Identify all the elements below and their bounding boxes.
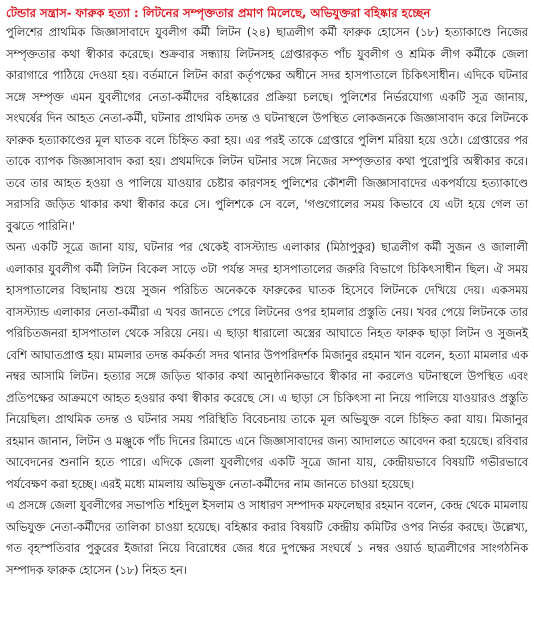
article-paragraph: পুলিশের প্রাথমিক জিজ্ঞাসাবাদে যুবলীগ কর্মী লিটন (২৪) ছাত্রলীগ কর্মী ফারুক হোসেন (১৮) হত্যাকাণ্ডে নিজের সম্পৃক্ততার কথা স্বীকার করেছে। শুক্রবার সন্ধ্যায় লিটনসহ গ্রেপ্তারকৃত পাঁচ যুবলীগ ও শ্রমিক লীগ কর্মীকে জেলা কারাগারে পাঠিয়ে দেওয়া হয়। বর্তমানে লিটন কারা কর্তৃপক্ষের অধীনে সদর হাসপাতালে চিকিৎসাধীন। এদিকে ঘটনার সঙ্গে সম্পৃক্ত এমন যুবলীগের নেতা-কর্মীদের বহিষ্কারের প্রক্রিয়া চলছে। পুলিশের নির্ভরযোগ্য একটি সূত্র জানায়, সংঘর্ষের দিন আহত নেতা-কর্মী, ঘটনার প্রাথমিক তদন্ত ও ঘটনাস্থলে উপস্থিত লোকজনকে জিজ্ঞাসাবাদ করে লিটনকে ফারুক হত্যাকাণ্ডের মূল ঘাতক বলে চিহ্নিত করা হয়। এর পরই তাকে গ্রেপ্তারে পুলিশ মরিয়া হয়ে ওঠে। গ্রেপ্তারের পর তাকে ব্যাপক জিজ্ঞাসাবাদ করা হয়। প্রথমদিকে লিটন ঘটনার সঙ্গে নিজের সম্পৃক্ততার কথা পুরোপুরি অস্বীকার করে। তবে তার আহত হওয়া ও পালিয়ে যাওয়ার চেষ্টার কারণসহ পুলিশের কৌশলী জিজ্ঞাসাবাদের একপর্যায়ে হত্যাকাণ্ডে সরাসরি জড়িত থাকার কথা স্বীকার করে সে। পুলিশকে সে বলে, 'গণ্ডগোলের সময় কিভাবে যে এটা হয়ে গেল তা বুঝতে পারিনি।' [6,26,528,233]
article-paragraph: এ প্রসঙ্গে জেলা যুবলীগের সভাপতি শহিদুল ইসলাম ও সাধারণ সম্পাদক মফলেছার রহমান বলেন, কেন্দ্র থেকে মামলায় অভিযুক্ত নেতা-কর্মীদের তালিকা চাওয়া হয়েছে। বহিষ্কার করার বিষয়টি কেন্দ্রীয় কমিটির ওপর নির্ভর করছে। উল্লেখ্য, গত বৃহস্পতিবার পুকুরের ইজারা নিয়ে বিরোধের জের ধরে দুপক্ষের সংঘর্ষে ১ নম্বর ওয়ার্ড ছাত্রলীগের সাংগঠনিক সম্পাদক ফারুক হোসেন (১৮) নিহত হন। [6,499,528,577]
article-paragraph: অন্য একটি সূত্রে জানা যায়, ঘটনার পর থেকেই বাসস্ট্যান্ড এলাকার (মিঠাপুকুর) ছাত্রলীগ কর্মী সুজন ও জালালী এলাকার যুবলীগ কর্মী লিটন বিকেল সাড়ে ৩টা পর্যন্ত সদর হাসপাতালের জরুরি বিভাগে চিকিৎসাধীন ছিল। ঐ সময় হাসপাতালের বিছানায় শুয়ে সুজন পরিচিত অনেককে ফারুকের ঘাতক হিসেবে লিটনকে দেখিয়ে দেয়। একসময় বাসস্ট্যান্ড এলাকার নেতা-কর্মীরা এ খবর জানতে পেরে লিটনের ওপর হামলার প্রস্তুতি নেয়। খবর পেয়ে লিটনকে তার পরিচিতজনরা হাসপাতাল থেকে সরিয়ে নেয়। এ ছাড়া ধারালো অস্ত্রের আঘাতে নিহত ফারুক ছাড়া লিটন ও সুজনই বেশি আঘাতপ্রাপ্ত হয়। মামলার তদন্ত কর্মকর্তা সদর থানার উপপরিদর্শক মিজানুর রহমান খান বলেন, হত্যা মামলার এক নম্বর আসামি লিটন। হত্যার সঙ্গে জড়িত থাকার কথা আনুষ্ঠানিকভাবে স্বীকার না করলেও ঘটনাস্থলে উপস্থিত এবং প্রতিপক্ষের আক্রমণে আহত হওয়ার কথা স্বীকার করেছে সে। এ ছাড়া সে চিকিৎসা না নিয়ে পালিয়ে যাওয়ারও প্রস্তুতি নিয়েছিল। প্রাথমিক তদন্ত ও ঘটনার সময় পরিস্থিতি বিবেচনায় তাকে মূল অভিযুক্ত বলে চিহ্নিত করা যায়। মিজানুর রহমান জানান, লিটন ও মঞ্জুকে পাঁচ দিনের রিমান্ডে এনে জিজ্ঞাসাবাদের জন্য আদালতে আবেদন করা হয়েছে। রবিবার আবেদনের শুনানি হতে পারে। এদিকে জেলা যুবলীগের একটি সূত্রে জানা যায়, কেন্দ্রীয়ভাবে বিষয়টি গভীরভাবে পর্যবেক্ষণ করা হচ্ছে। এরই মধ্যে মামলায় অভিযুক্ত নেতা-কর্মীদের নাম জানতে চাওয়া হয়েছে। [6,241,528,491]
article-headline: টেন্ডার সন্ত্রাস- ফারুক হত্যা : লিটনের সম্পৃক্ততার প্রমাণ মিলেছে, অভিযুক্তরা বহিষ্কার হচ্ছেন [6,6,431,20]
